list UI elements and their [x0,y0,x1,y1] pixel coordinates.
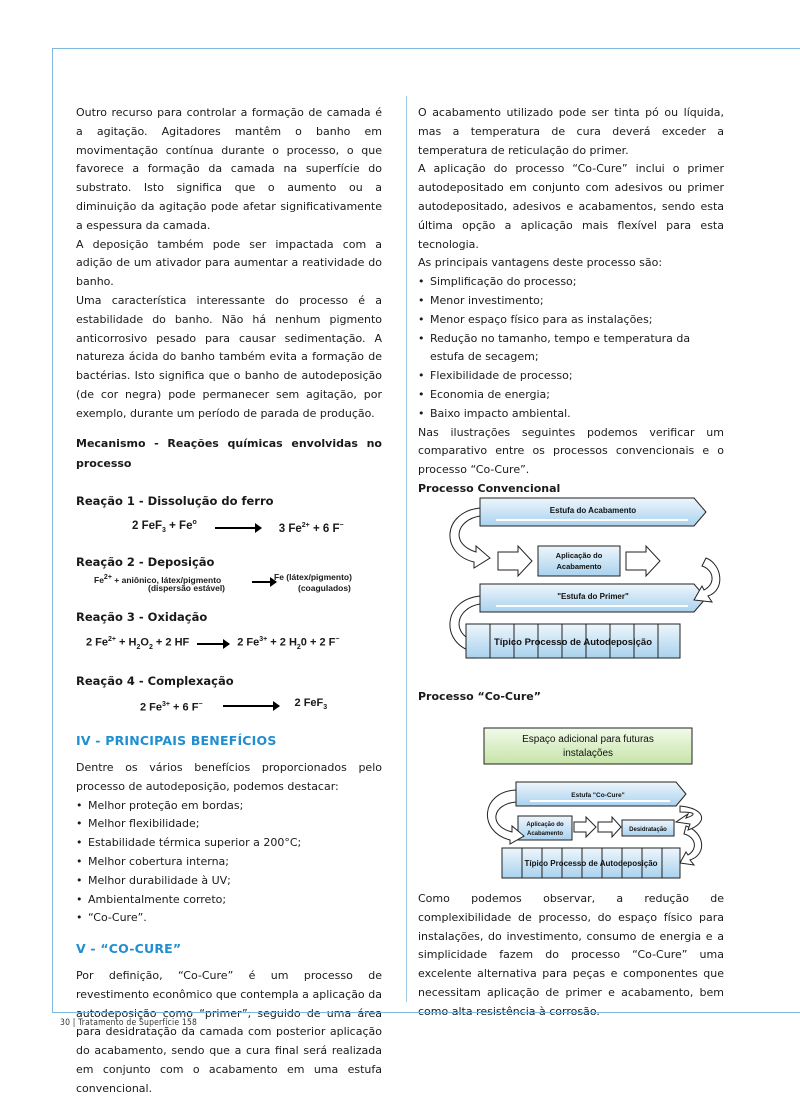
reaction-arrow [215,527,261,529]
finish-oven-box [480,498,706,526]
conclusion-wrap [418,890,724,1022]
reaction-2-title: Reação 2 - Deposição [76,555,215,570]
mechanism-heading: Mecanismo - Reações químicas envolvidas no processo [76,436,382,470]
svg-text:Aplicação do: Aplicação do [526,822,564,828]
conventional-process-diagram [418,486,724,666]
reaction-arrow [197,643,229,645]
section-v-heading: V - “CO-CURE” [76,941,182,957]
dehydration-box [622,820,674,836]
section-iv-heading: IV - PRINCIPAIS BENEFÍCIOS [76,733,277,749]
reaction-arrow [223,705,279,707]
right-column [418,104,724,499]
curved-arrow-icon [676,806,702,830]
list-item: • Melhor cobertura interna; [76,853,382,872]
svg-text:Espaço adicional para futuras: Espaço adicional para futuras [522,734,654,745]
reaction-4 [76,672,382,719]
list-item: • Flexibilidade de processo; [418,367,724,386]
svg-text:Aplicação do: Aplicação do [555,551,603,560]
list-item: • Simplificação do processo; [418,273,724,292]
reaction-3-equation: 2 $Fe^{2+} + H_2O_2 + 2$ HF 2 $Fe^{3+} + 2$ $H_20 + 2$ F− [86,635,340,651]
list-item: • Menor investimento; [418,292,724,311]
paragraph-stability: Uma característica interessante do processo é a estabilidade do banho. Não há nenhum pigmento anticorrosivo pesado para causar sedimentação. A natureza ácida do banho também evita a formação de bactérias. Isto significa que o banho de autodeposição (de cor negra) pode permanecer sem agitação, por exemplo, durante um período de parada de produção. [76,293,382,420]
list-item: • Estabilidade térmica superior a 200°C; [76,834,382,853]
svg-text:Estufa do Acabamento: Estufa do Acabamento [549,506,637,515]
reaction-3 [76,608,382,657]
reaction-3-title: Reação 3 - Oxidação [76,610,208,625]
reaction-4-title: Reação 4 - Complexação [76,673,234,688]
list-item: • Baixo impacto ambiental. [418,405,724,424]
paragraph-comparison: Nas ilustrações seguintes podemos verificar um comparativo entre os processos convencionais e o processo “Co-Cure”. [418,425,724,477]
paragraph-activator: A deposição também pode ser impactada com a adição de um ativador para aumentar a reatividade do banho. [76,237,382,289]
co-cure-process-title: Processo “Co-Cure” [418,690,541,703]
reaction-2 [76,553,382,598]
column-divider [406,96,407,1002]
benefits-list [76,797,382,929]
paragraph-application: A aplicação do processo “Co-Cure” inclui o primer autodepositado em conjunto com adesivos ou primer autodepositado, adesivos e acabamentos, sendo esta última opção a aplicação mais flexível para esta tecnologia. [418,162,724,251]
reaction-2-equation: $Fe^{2+}$ + aniônico, látex/pigmento (dispersão estável) Fe (látex/pigmento) (coagulados) [94,572,352,594]
reaction-1-title: Reação 1 - Dissolução do ferro [76,493,274,508]
advantages-list [418,273,724,423]
co-cure-process-diagram [418,722,724,882]
reaction-1-equation: 2 $FeF_3 + Fe^o$ 3 $Fe^{2+} + 6$ F− [132,519,344,535]
paragraph-agitation: Outro recurso para controlar a formação de camada é a agitação. Agitadores mantêm o banho em movimentação contínua durante o processo, o que favorece a formação da camada na superfície do substrato. Isto significa que o aumento ou a diminuição da agitação pode afetar significativamente a espessura da camada. [76,106,382,232]
flow-arrow-icon [598,817,621,837]
co-cure-application-box [518,816,572,840]
finish-application-box [538,546,620,576]
svg-text:"Estufa do Primer": "Estufa do Primer" [557,592,629,601]
list-item: • Redução no tamanho, tempo e temperatura da estufa de secagem; [418,330,724,368]
additional-space-box [484,728,692,764]
svg-text:Desidratação: Desidratação [629,827,667,833]
curved-arrow-icon [694,558,720,602]
typical-process-box [466,624,680,658]
reaction-1 [76,492,382,542]
top-rule [52,48,800,49]
reaction-arrow [252,581,276,583]
left-column [76,104,382,1099]
reaction-4-equation: 2 $Fe^{3+} + 6$ F− 2 FeF$_3$ [140,697,328,714]
co-cure-definition: Por definição, “Co-Cure” é um processo de revestimento econômico que contempla a aplicação da autodeposição como “primer”, seguido de uma área para desidratação da camada com posterior aplicação do acabamento, sendo que a cura final será realizada em conjunto com o acabamento em uma estufa convencional. [76,969,382,1095]
bottom-rule [52,1012,800,1013]
paragraph-advantages-intro: As principais vantagens deste processo são: [418,256,663,270]
benefits-intro: Dentre os vários benefícios proporcionados pelo processo de autodeposição, podemos destacar: [76,761,382,793]
paragraph-conclusion: Como podemos observar, a redução de complexibilidade de processo, do espaço físico para instalações, do investimento, consumo de energia e a simplicidade fazem do processo “Co-Cure” uma excelente alternativa para peças e componentes que necessitam aplicação de primer e acabamento, bem como alta resistência à corrosão. [418,892,724,1018]
list-item: • Menor espaço físico para as instalações; [418,311,724,330]
list-item: • Economia de energia; [418,386,724,405]
conventional-process-title: Processo Convencional [418,481,561,495]
co-cure-title-wrap [418,688,724,707]
list-item: • Melhor proteção em bordas; [76,797,382,816]
left-margin-rule [52,48,53,1012]
list-item: • Melhor flexibilidade; [76,815,382,834]
co-cure-oven-box [516,782,686,806]
paragraph-finish: O acabamento utilizado pode ser tinta pó ou líquida, mas a temperatura de cura deverá exceder a temperatura de reticulação do primer. [418,106,724,157]
svg-text:Acabamento: Acabamento [556,562,602,571]
list-item: • Ambientalmente correto; [76,891,382,910]
flow-arrow-icon [498,546,532,576]
svg-text:Estufa "Co-Cure": Estufa "Co-Cure" [571,792,625,799]
list-item: • “Co-Cure”. [76,909,382,928]
list-item: • Melhor durabilidade à UV; [76,872,382,891]
co-cure-typical-process-box [502,848,680,878]
svg-text:Típico Processo de Autodeposiç: Típico Processo de Autodeposição [493,637,653,648]
curved-arrow-icon [680,826,702,865]
flow-arrow-icon [574,817,596,837]
svg-text:Acabamento: Acabamento [526,831,564,837]
page-footer: 30 | Tratamento de Superfície 158 [60,1018,198,1028]
svg-text:Típico Processo de Autodeposiç: Típico Processo de Autodeposição [524,859,658,868]
primer-oven-box [480,584,706,612]
svg-text:instalações: instalações [562,748,614,759]
flow-arrow-icon [626,546,660,576]
